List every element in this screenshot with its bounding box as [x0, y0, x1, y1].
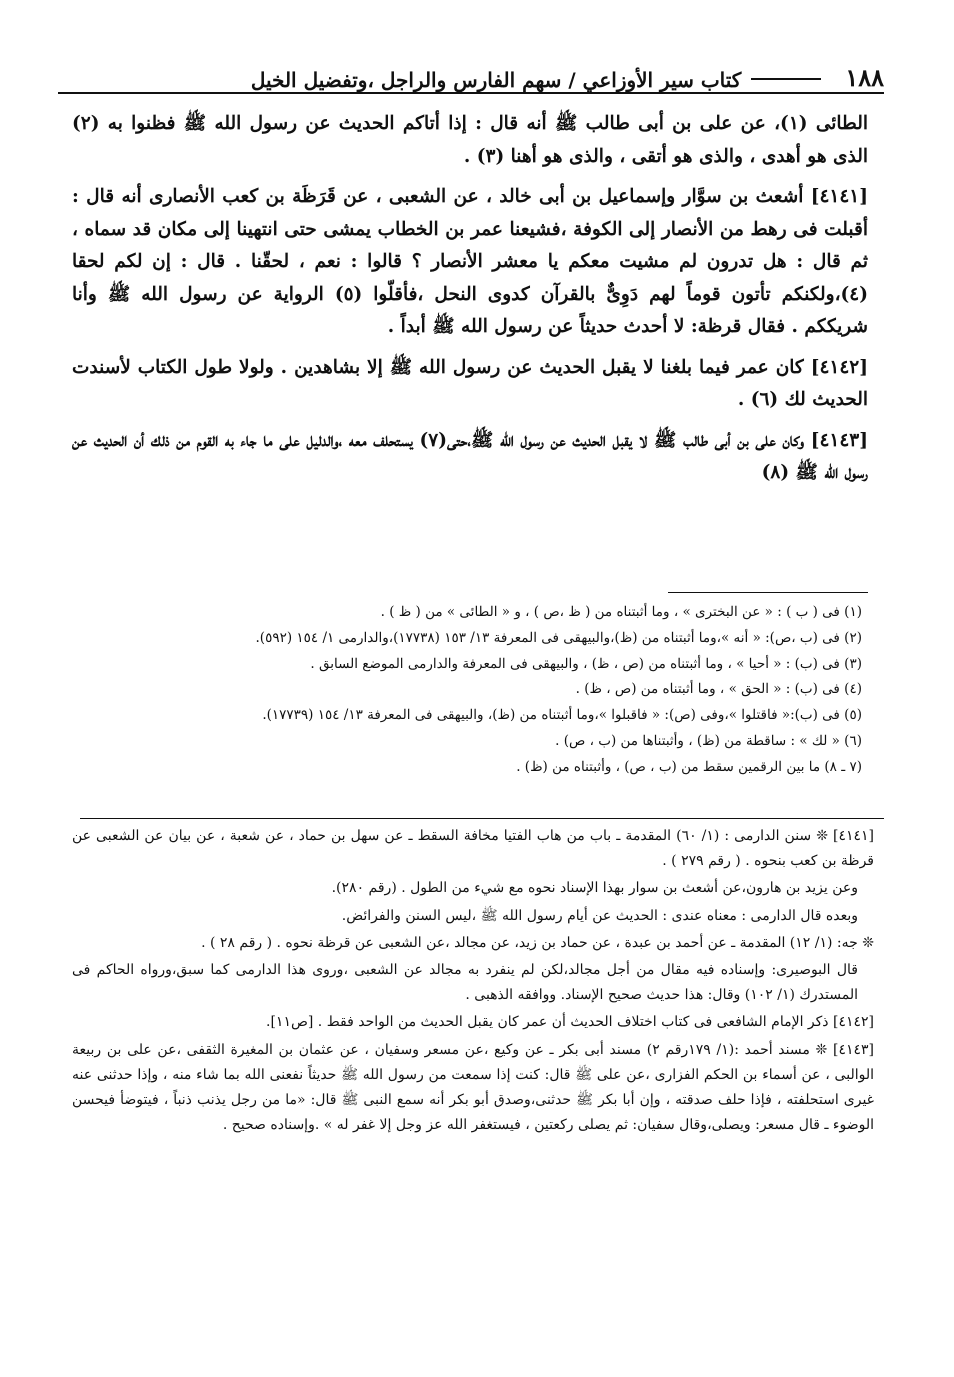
reference-entry: وعن يزيد بن هارون،عن أشعث بن سوار بهذا الإسناد نحوه مع شيء من الطول . (رقم ٢٨٠).: [331, 880, 858, 897]
reference-entry: وبعده قال الدارمى : معناه عندى : الحديث عن أيام رسول الله ﷺ ،ليس السنن والفرائض.: [341, 907, 858, 924]
footnote: (٣) فى (ب) : « أحيا » ، وما أثبتناه من (ص ، ظ) ، والبيهقى فى المعرفة والدارمى الموضع السابق .: [310, 655, 862, 672]
hadith-4143: [72, 425, 868, 490]
header-rule: [751, 78, 821, 80]
footnote: (٧ ـ ٨) ما بين الرقمين سقط من (ب ، ص) ، وأثبتناه من (ظ) .: [516, 758, 862, 775]
hadith-number: [٤١٤١]: [810, 186, 868, 208]
footnote: (٥) فى (ب):« فاقتلوا »،وفى (ص): « فاقبلوا »،وما أثبتناه من (ظ)، والبيهقى فى المعرفة ١٣/ ١٥٤ (١٧٧٣٩).: [262, 707, 862, 724]
hadith-text: وكان على بن أبى طالب ﷺ لا يقبل الحديث عن رسول الله ﷺ،حتى(٧) يستحلف معه ،والدليل على ما جاء به القوم من ذلك أن الحديث عن رسول الله ﷺ (٨): [72, 429, 868, 484]
hadith-text: كان عمر فيما بلغنا لا يقبل الحديث عن رسول الله ﷺ إلا بشاهدين . ولولا طول الكتاب لأسندت الحديث لك (٦) .: [72, 356, 868, 411]
running-title: كتاب سير الأوزاعي / سهم الفارس والراجل ،وتفضيل الخيل: [250, 68, 742, 92]
reference-entry: قال البوصيرى: وإسناده فيه مقال من أجل مجالد،لكن لم ينفرد به مجالد عن الشعبى ،وروى هذا الدارمى كما سبق،ورواه الحاكم فى المستدرك (١/ ١٠٢) وقال: هذا حديث صحيح الإسناد. ووافقه الذهبى .: [72, 961, 858, 1004]
footnote: (١) فى ( ب ) : « عن البخترى » ، وما أثبتناه من ( ظ ،ص ) ، و « الطائى » من ( ظ ) .: [380, 604, 862, 620]
reference-entry: [٤١٤٢] ذكر الإمام الشافعى فى كتاب اختلاف الحديث أن عمر كان يقبل الحديث من الواحد فقط . [ص١١].: [266, 1014, 874, 1031]
footnotes: [82, 600, 862, 780]
page-header: [58, 58, 884, 94]
hadith-number: [٤١٤٢]: [810, 356, 868, 378]
hadith-number: [٤١٤٣]: [810, 429, 868, 451]
takhrij-references: [72, 824, 874, 1140]
hadith-4142: [72, 352, 868, 417]
hadith-text: أشعث بن سوَّار وإسماعيل بن أبى خالد ، عن الشعبى ، عن قَرَظَة بن كعب الأنصارى أنه قال : أقبلت فى رهط من الأنصار إلى الكوفة ،فشيعنا عمر بن الخطاب يمشى حتى انتهينا إلى مكان قد سماه ، ثم قال : هل تدرون لم مشيت معكم يا معشر الأنصار ؟ قالوا : نعم ، لحقّنا . قال : إن لكم لحقا (٤)،ولكنكم تأتون قوماً لهم دَوِىٌّ بالقرآن كدوى النحل ،فأقلّوا (٥) الرواية عن رسول الله ﷺ وأنا شريككم . فقال قرظة: لا أحدث حديثاً عن رسول الله ﷺ أبداً .: [72, 186, 868, 338]
footnote: (٢) فى (ب ،ص): « أنه »،وما أثبتناه من (ظ)،والبيهقى فى المعرفة ١٣/ ١٥٣ (١٧٧٣٨)،والدارمى ١/ ١٥٤ (٥٩٢).: [255, 629, 862, 646]
footnote: (٦) « لك » : ساقطة من (ظ) ، وأثبتناها من (ب ، ص) .: [555, 732, 862, 749]
reference-entry: [٤١٤١] ❊ سنن الدارمى : (١/ ٦٠) المقدمة ـ باب من هاب الفتيا مخافة السقط ـ عن سهل بن حماد ، عن شعبة ، عن بيان عن الشعبى عن قرظة بن كعب بنحوه . ( رقم ٢٧٩ ) .: [72, 828, 874, 870]
reference-entry: ❊ جه: (١/ ١٢) المقدمة ـ عن أحمد بن عبدة ، عن حماد بن زيد، عن مجالد ،عن الشعبى عن قرظة نحوه . ( رقم ٢٨ ) .: [201, 934, 874, 951]
references-separator: [80, 818, 884, 819]
reference-entry: [٤١٤٣] ❊ مسند أحمد :(١/ ١٧٩رقم ٢) مسند أبى بكر ـ عن وكيع ،عن مسعر وسفيان ، عن عثمان بن المغيرة الثقفى ،عن على بن ربيعة الوالبى ، عن أسماء بن الحكم الفزارى ،عن على ﷺ قال: كنت إذا سمعت من رسول الله ﷺ حديثاً نفعنى الله بما شاء منه ، وإذا حدثنى عنه غيرى استحلفته ، فإذا حلف صدقته ، وإن أبا بكر ﷺ حدثنى،وصدق أبو بكر أنه سمع النبى ﷺ قال: «ما من رجل يذنب ذنباً ، فيتوضأ فيحسن الوضوء ـ قال مسعر: ويصلى،وقال سفيان: ثم يصلى ركعتين ، فيستغفر الله عز وجل إلا غفر له » .وإسناده صحيح .: [72, 1041, 874, 1134]
paragraph-continuation: الطائى (١)، عن على بن أبى طالب ﷺ أنه قال : إذا أتاكم الحديث عن رسول الله ﷺ فظنوا به (٢) الذى هو أهدى ، والذى هو أتقى ، والذى هو أهنا (٣) .: [72, 113, 868, 167]
footnote-separator: [668, 592, 868, 593]
footnote: (٤) فى (ب) : « الحق » ، وما أثبتناه من (ص ، ظ) .: [575, 681, 862, 698]
main-text: [72, 108, 868, 498]
page-number: ١٨٨: [845, 63, 884, 92]
hadith-4141: [72, 181, 868, 344]
